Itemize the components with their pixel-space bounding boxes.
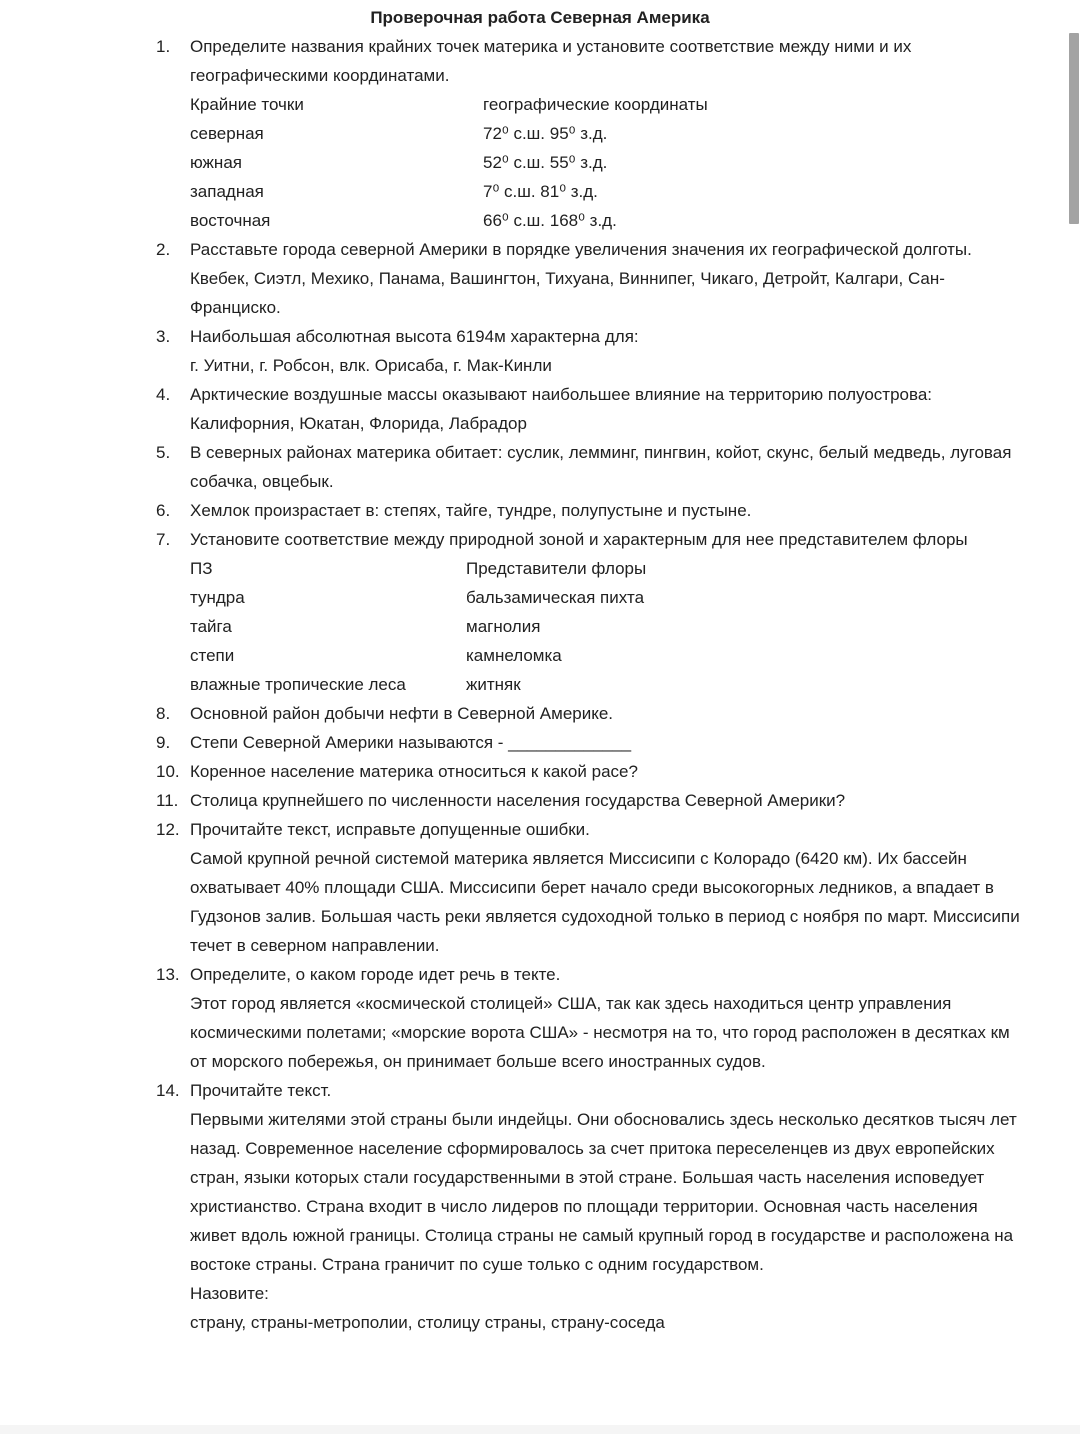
question-body [190,960,1022,1076]
page-bottom-edge [0,1425,1080,1434]
question-text: Самой крупной речной системой материка является Миссисипи с Колорадо (6420 км). Их бассейн охватывает 40% площади США. Миссисипи берет начало среди высокогорных ледников, а впадает в Гудзонов залив. Большая часть реки является судоходной только в период с ноября по март. Миссисипи течет в северном направлении. [190,849,1020,955]
question-text: Основной район добычи нефти в Северной Америке. [190,704,614,723]
match-left: северная [190,124,264,143]
match-left: западная [190,182,264,201]
question-text: Прочитайте текст. [190,1081,332,1100]
matching-row [190,119,1022,148]
match-right: 52⁰ с.ш. 55⁰ з.д. [483,153,608,172]
question-8 [0,699,1080,728]
question-body [190,815,1022,960]
question-number: 2. [156,240,171,259]
question-number: 12. [156,820,180,839]
question-12 [0,815,1080,960]
question-number: 8. [156,704,171,723]
question-number: 9. [156,733,171,752]
question-14 [0,1076,1080,1337]
matching-row [190,206,1022,235]
question-3 [0,322,1080,380]
question-text: Этот город является «космической столицей» США, так как здесь находиться центр управления космическими полетами; «морские ворота США» - несмотря на то, что город расположен в десятках км от морского побережья, он принимает больше всего иностранных судов. [190,994,1010,1071]
question-6 [0,496,1080,525]
matching-table [190,554,1022,699]
question-body [190,496,1022,525]
question-body [190,32,1022,235]
question-text: Арктические воздушные массы оказывают наибольшее влияние на территорию полуострова: Калифорния, Юкатан, Флорида, Лабрадор [190,385,932,433]
match-right: 7⁰ с.ш. 81⁰ з.д. [483,182,598,201]
question-2 [0,235,1080,322]
match-left: влажные тропические леса [190,675,406,694]
question-number: 11. [156,791,179,810]
matching-table [190,90,1022,235]
question-number: 1. [156,37,171,56]
match-left: восточная [190,211,271,230]
question-body [190,235,1022,322]
match-right: магнолия [466,617,541,636]
match-left: южная [190,153,242,172]
match-left: ПЗ [190,559,213,578]
question-number: 13. [156,965,180,984]
question-number: 5. [156,443,171,462]
question-text: Определите названия крайних точек материка и установите соответствие между ними и их географическими координатами. [190,37,912,85]
question-text: Расставьте города северной Америки в порядке увеличения значения их географической долготы. [190,240,972,259]
question-13 [0,960,1080,1076]
question-text: страну, страны-метрополии, столицу страны, страну-соседа [190,1313,665,1332]
question-text: Первыми жителями этой страны были индейцы. Они обосновались здесь несколько десятков тысяч лет назад. Современное население сформировалось за счет притока переселенцев из двух европейских стран, языки которых стали государственными в этой стране. Большая часть населения исповедует христианство. Страна входит в число лидеров по площади территории. Основная часть населения живет вдоль южной границы. Столица страны не самый крупный город в государстве и расположена на востоке страны. Страна граничит по суше только с одним государством. [190,1110,1017,1274]
question-number: 10. [156,762,180,781]
matching-row [190,583,1022,612]
question-text: Квебек, Сиэтл, Мехико, Панама, Вашингтон, Тихуана, Виннипег, Чикаго, Детройт, Калгари, Сан-Франциско. [190,269,945,317]
question-text: Степи Северной Америки называются - _____________ [190,733,632,752]
question-number: 4. [156,385,171,404]
matching-row [190,612,1022,641]
question-text: В северных районах материка обитает: суслик, лемминг, пингвин, койот, скунс, белый медведь, луговая собачка, овцебык. [190,443,1012,491]
scrollbar-thumb[interactable] [1069,33,1079,224]
match-right: географические координаты [483,95,708,114]
question-body [190,438,1022,496]
page-title: Проверочная работа Северная Америка [370,8,710,27]
matching-row [190,670,1022,699]
question-body [190,525,1022,699]
matching-row [190,90,1022,119]
match-left: степи [190,646,235,665]
question-text: Прочитайте текст, исправьте допущенные ошибки. [190,820,590,839]
question-text: Назовите: [190,1284,269,1303]
question-body [190,1076,1022,1337]
question-text: Установите соответствие между природной зоной и характерным для нее представителем флоры [190,530,968,549]
matching-row [190,148,1022,177]
match-right: бальзамическая пихта [466,588,645,607]
question-body [190,699,1022,728]
question-10 [0,757,1080,786]
question-text: г. Уитни, г. Робсон, влк. Орисаба, г. Мак-Кинли [190,356,552,375]
match-right: житняк [466,675,521,694]
question-body [190,728,1022,757]
question-text: Наибольшая абсолютная высота 6194м характерна для: [190,327,639,346]
match-left: Крайние точки [190,95,304,114]
question-number: 6. [156,501,171,520]
question-text: Столица крупнейшего по численности населения государства Северной Америки? [190,791,846,810]
match-right: Представители флоры [466,559,647,578]
question-4 [0,380,1080,438]
match-right: камнеломка [466,646,562,665]
matching-row [190,177,1022,206]
question-1 [0,32,1080,235]
question-number: 3. [156,327,171,346]
question-number: 7. [156,530,171,549]
matching-row [190,554,1022,583]
match-right: 66⁰ с.ш. 168⁰ з.д. [483,211,617,230]
question-body [190,786,1022,815]
question-body [190,322,1022,380]
question-body [190,757,1022,786]
question-text: Коренное население материка относиться к какой расе? [190,762,638,781]
question-body [190,380,1022,438]
match-left: тундра [190,588,245,607]
question-11 [0,786,1080,815]
question-text: Хемлок произрастает в: степях, тайге, тундре, полупустыне и пустыне. [190,501,752,520]
question-9 [0,728,1080,757]
question-text: Определите, о каком городе идет речь в текте. [190,965,561,984]
question-7 [0,525,1080,699]
match-left: тайга [190,617,232,636]
question-number: 14. [156,1081,180,1100]
match-right: 72⁰ с.ш. 95⁰ з.д. [483,124,608,143]
question-5 [0,438,1080,496]
matching-row [190,641,1022,670]
